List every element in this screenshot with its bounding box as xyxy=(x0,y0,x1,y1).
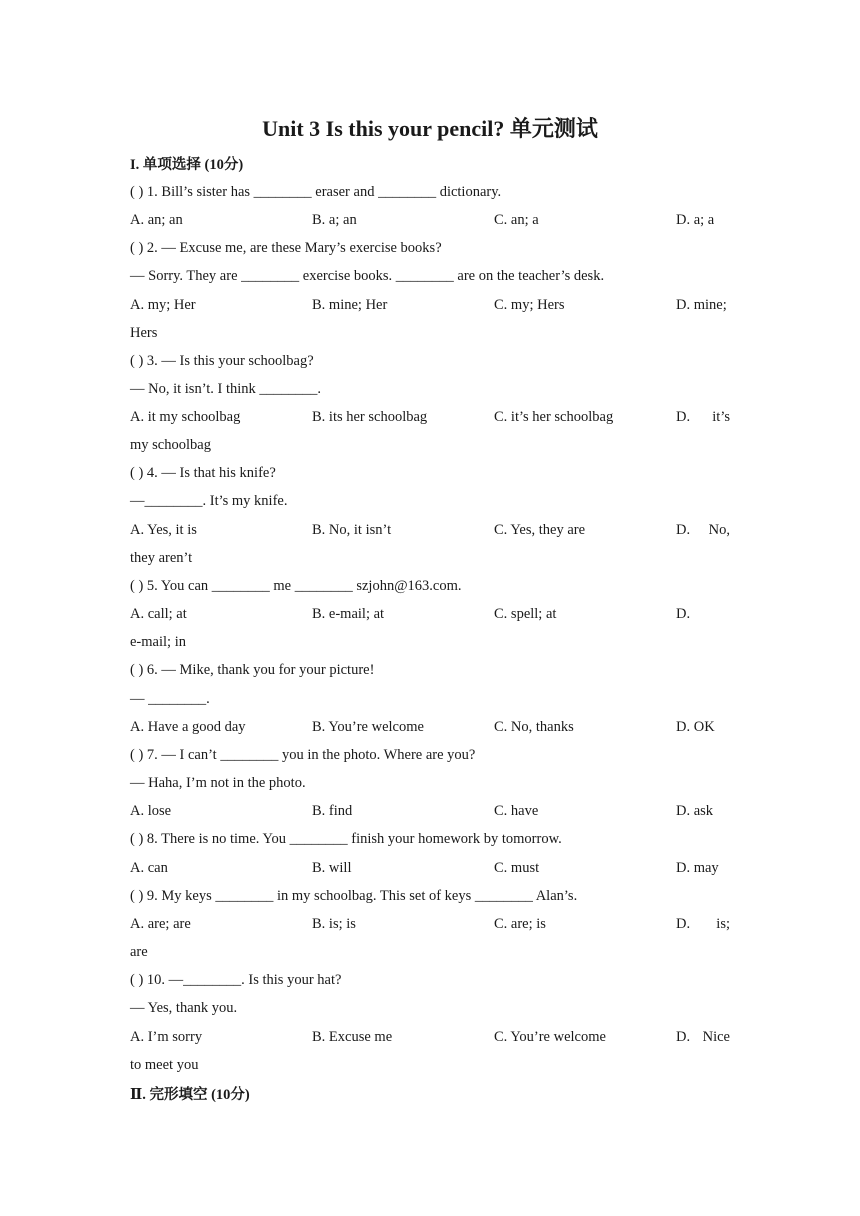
option-d xyxy=(676,914,730,934)
option-d-letter: D. xyxy=(676,409,691,425)
option-d: D. mine; xyxy=(676,297,727,313)
option-b: B. its her schoolbag xyxy=(312,409,428,425)
option-a: A. are; are xyxy=(130,916,191,932)
question-stem: ( ) 7. — I can’t ________ you in the photo. Where are you? xyxy=(130,747,476,763)
option-d: D. ask xyxy=(676,803,714,819)
option-d-text: it’s xyxy=(712,409,730,425)
option-d-wrap: they aren’t xyxy=(130,550,193,566)
option-b: B. You’re welcome xyxy=(312,719,424,735)
option-d-wrap: my schoolbag xyxy=(130,437,211,453)
option-d: D. xyxy=(676,606,691,622)
question-stem: ( ) 1. Bill’s sister has ________ eraser and ________ dictionary. xyxy=(130,184,502,200)
option-c: C. Yes, they are xyxy=(494,522,586,538)
option-a: A. Have a good day xyxy=(130,719,246,735)
option-b: B. No, it isn’t xyxy=(312,522,392,538)
question-stem: ( ) 10. —________. Is this your hat? xyxy=(130,972,342,988)
option-d-text: is; xyxy=(716,916,730,932)
question-stem: ( ) 2. — Excuse me, are these Mary’s exercise books? xyxy=(130,240,442,256)
option-d-letter: D. xyxy=(676,916,691,932)
question-stem: ( ) 4. — Is that his knife? xyxy=(130,465,276,481)
question-stem: ( ) 8. There is no time. You ________ finish your homework by tomorrow. xyxy=(130,831,562,847)
option-a: A. it my schoolbag xyxy=(130,409,241,425)
option-d: D. OK xyxy=(676,719,715,735)
option-d xyxy=(676,1027,730,1047)
option-c: C. are; is xyxy=(494,916,546,932)
option-c: C. spell; at xyxy=(494,606,557,622)
question-stem-reply: — Haha, I’m not in the photo. xyxy=(130,775,306,791)
option-b: B. e-mail; at xyxy=(312,606,385,622)
question-stem-reply: — ________. xyxy=(130,691,210,707)
option-d-text: No, xyxy=(708,522,730,538)
option-c: C. No, thanks xyxy=(494,719,574,735)
option-a: A. lose xyxy=(130,803,172,819)
option-a: A. Yes, it is xyxy=(130,522,197,538)
option-a: A. can xyxy=(130,860,168,876)
option-d: D. a; a xyxy=(676,212,715,228)
option-d-letter: D. xyxy=(676,1029,691,1045)
option-a: A. my; Her xyxy=(130,297,196,313)
option-b: B. is; is xyxy=(312,916,356,932)
section-heading-cloze: Ⅱ. 完形填空 (10分) xyxy=(130,1087,250,1103)
option-d-text: Nice xyxy=(702,1029,730,1045)
question-stem-reply: — Yes, thank you. xyxy=(130,1000,238,1016)
option-b: B. Excuse me xyxy=(312,1029,393,1045)
option-d xyxy=(676,520,730,540)
option-d xyxy=(676,407,730,427)
option-d-letter: D. xyxy=(676,522,691,538)
option-c: C. it’s her schoolbag xyxy=(494,409,614,425)
option-c: C. must xyxy=(494,860,540,876)
question-stem-reply: — Sorry. They are ________ exercise books. ________ are on the teacher’s desk. xyxy=(130,268,605,284)
option-d-wrap: to meet you xyxy=(130,1057,199,1073)
option-d-wrap: e-mail; in xyxy=(130,634,186,650)
option-c: C. an; a xyxy=(494,212,539,228)
page-title: Unit 3 Is this your pencil? 单元测试 xyxy=(262,116,598,141)
question-stem-reply: —________. It’s my knife. xyxy=(130,493,288,509)
section-heading-multiple-choice: I. 单项选择 (10分) xyxy=(130,157,244,173)
option-c: C. my; Hers xyxy=(494,297,565,313)
option-b: B. will xyxy=(312,860,352,876)
question-stem: ( ) 3. — Is this your schoolbag? xyxy=(130,353,314,369)
question-stem: ( ) 5. You can ________ me ________ szjohn@163.com. xyxy=(130,578,462,594)
option-b: B. find xyxy=(312,803,353,819)
option-c: C. have xyxy=(494,803,539,819)
option-d: D. may xyxy=(676,860,719,876)
question-stem: ( ) 9. My keys ________ in my schoolbag. This set of keys ________ Alan’s. xyxy=(130,888,578,904)
option-d-wrap: are xyxy=(130,944,148,960)
question-stem-reply: — No, it isn’t. I think ________. xyxy=(130,381,322,397)
option-c: C. You’re welcome xyxy=(494,1029,606,1045)
option-b: B. mine; Her xyxy=(312,297,388,313)
option-a: A. I’m sorry xyxy=(130,1029,203,1045)
option-d-wrap: Hers xyxy=(130,325,158,341)
option-a: A. call; at xyxy=(130,606,187,622)
option-b: B. a; an xyxy=(312,212,357,228)
question-stem: ( ) 6. — Mike, thank you for your picture! xyxy=(130,662,375,678)
option-a: A. an; an xyxy=(130,212,183,228)
